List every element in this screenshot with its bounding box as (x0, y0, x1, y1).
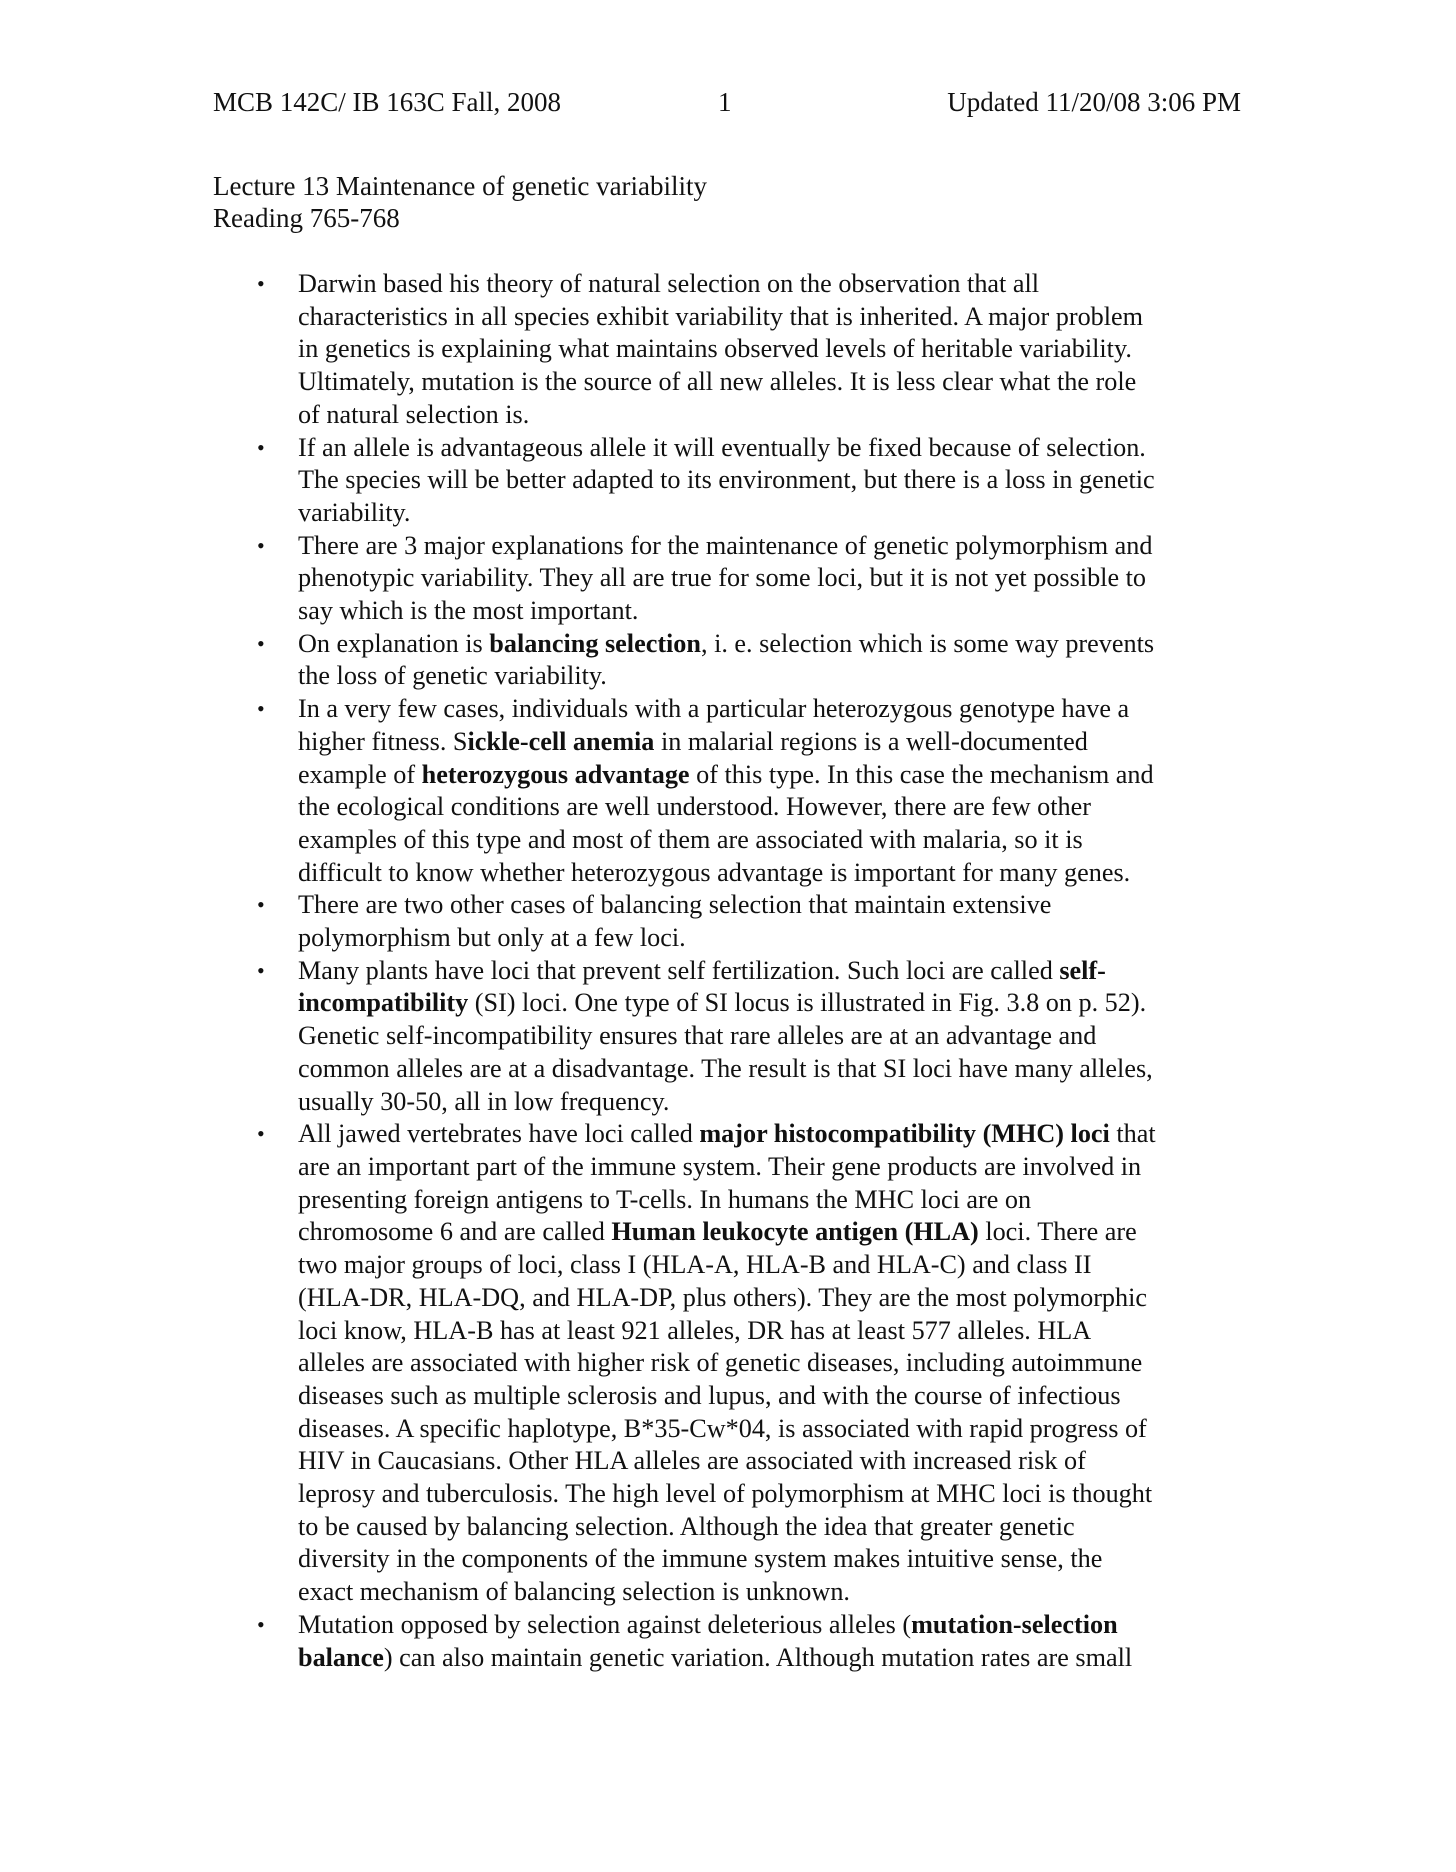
bold-term: ickle-cell anemia (467, 726, 655, 756)
bullet-line (298, 366, 1243, 399)
bullet-line (298, 1609, 1243, 1642)
text-run: chromosome 6 and are called (298, 1217, 612, 1247)
bullet-line (298, 1249, 1243, 1282)
bullet-dot-icon: • (257, 630, 265, 656)
bullet-line (298, 1576, 1243, 1609)
bullet-line (298, 955, 1243, 988)
bold-term: self- (1059, 955, 1106, 985)
text-run: leprosy and tuberculosis. The high level of polymorphism at MHC loci is thought (298, 1479, 1153, 1509)
text-run: usually 30-50, all in low frequency. (298, 1086, 670, 1116)
bullet-line (298, 333, 1243, 366)
bullet-item (253, 1609, 1243, 1674)
text-run: The species will be better adapted to its environment, but there is a loss in genetic (298, 465, 1155, 495)
bullet-line (298, 889, 1243, 922)
bullet-line (298, 1151, 1243, 1184)
text-run: Genetic self-incompatibility ensures that rare alleles are at an advantage and (298, 1021, 1097, 1051)
bullet-list (253, 268, 1243, 1674)
bullet-line (298, 987, 1243, 1020)
bullet-line (298, 824, 1243, 857)
text-run: the ecological conditions are well understood. However, there are few other (298, 792, 1091, 822)
text-run: of this type. In this case the mechanism and (689, 759, 1154, 789)
bullet-line (298, 1118, 1243, 1151)
bullet-item (253, 889, 1243, 954)
text-run: example of (298, 759, 422, 789)
text-run: the loss of genetic variability. (298, 661, 607, 691)
bullet-line (298, 530, 1243, 563)
bullet-line (298, 562, 1243, 595)
lecture-title: Lecture 13 Maintenance of genetic variability (213, 171, 708, 201)
text-run: diversity in the components of the immune system makes intuitive sense, the (298, 1544, 1103, 1574)
bullet-dot-icon: • (257, 892, 265, 918)
bullet-item (253, 628, 1243, 693)
bold-term: balancing selection (489, 628, 701, 658)
bullet-dot-icon: • (257, 271, 265, 296)
bullet-line (298, 1642, 1243, 1675)
text-run: All jawed vertebrates have loci called (298, 1119, 700, 1149)
text-run: In a very few cases, individuals with a particular heterozygous genotype have a (298, 694, 1130, 724)
text-run: On explanation is (298, 628, 490, 658)
text-run: polymorphism but only at a few loci. (298, 923, 686, 953)
bullet-item (253, 432, 1243, 530)
bullet-item (253, 693, 1243, 889)
text-run: If an allele is advantageous allele it will eventually be fixed because of selection. (298, 432, 1146, 462)
text-run: common alleles are at a disadvantage. The result is that SI loci have many alleles, (298, 1053, 1153, 1083)
bullet-line (298, 1511, 1243, 1544)
reading-reference: Reading 765-768 (213, 203, 400, 233)
bullet-line (298, 1282, 1243, 1315)
text-run: Mutation opposed by selection against deleterious alleles ( (298, 1609, 912, 1639)
bullet-dot-icon: • (257, 957, 265, 983)
bold-term: balance (298, 1642, 384, 1672)
bullet-dot-icon: • (257, 532, 265, 558)
text-run: diseases. A specific haplotype, B*35-Cw*04, is associated with rapid progress of (298, 1413, 1147, 1443)
page-number: 1 (718, 87, 732, 117)
bullet-line (298, 1315, 1243, 1348)
bullet-line (298, 660, 1243, 693)
bullet-line (298, 432, 1243, 465)
text-run: (HLA-DR, HLA-DQ, and HLA-DP, plus others). They are the most polymorphic (298, 1282, 1148, 1312)
text-run: There are 3 major explanations for the maintenance of genetic polymorphism and (298, 530, 1153, 560)
bullet-line (298, 1543, 1243, 1576)
bullet-line (298, 1020, 1243, 1053)
bullet-line (298, 726, 1243, 759)
bullet-dot-icon: • (257, 434, 265, 460)
text-run: say which is the most important. (298, 596, 639, 626)
text-run: that (1109, 1119, 1156, 1149)
text-run: (SI) loci. One type of SI locus is illustrated in Fig. 3.8 on p. 52). (468, 988, 1147, 1018)
text-run: diseases such as multiple sclerosis and lupus, and with the course of infectious (298, 1380, 1121, 1410)
text-run: variability. (298, 497, 411, 527)
text-run: in genetics is explaining what maintains observed levels of heritable variability. (298, 334, 1132, 364)
text-run: presenting foreign antigens to T-cells. In humans the MHC loci are on (298, 1184, 1032, 1214)
text-run: There are two other cases of balancing selection that maintain extensive (298, 890, 1052, 920)
text-run: in malarial regions is a well-documented (654, 726, 1088, 756)
bullet-line (298, 759, 1243, 792)
bullet-line (298, 1184, 1243, 1217)
lecture-title-block (213, 170, 707, 234)
bullet-line (298, 1347, 1243, 1380)
bullet-line (298, 595, 1243, 628)
text-run: Darwin based his theory of natural selection on the observation that all (298, 269, 1040, 298)
bullet-line (298, 301, 1243, 334)
text-run: HIV in Caucasians. Other HLA alleles are associated with increased risk of (298, 1446, 1086, 1476)
page-header (213, 84, 1241, 120)
bold-term: mutation-selection (911, 1609, 1118, 1639)
text-run: of natural selection is. (298, 399, 530, 429)
bold-term: major histocompatibility (MHC) loci (699, 1119, 1110, 1149)
text-run: , i. e. selection which is some way prevents (700, 628, 1155, 658)
bullet-dot-icon: • (257, 1121, 265, 1147)
bullet-item (253, 1118, 1243, 1609)
text-run: ) can also maintain genetic variation. Although mutation rates are small (383, 1642, 1133, 1672)
bullet-line (298, 399, 1243, 432)
bold-term: heterozygous advantage (421, 759, 690, 789)
bullet-line (298, 1216, 1243, 1249)
text-run: two major groups of loci, class I (HLA-A, HLA-B and HLA-C) and class II (298, 1250, 1092, 1280)
text-run: examples of this type and most of them are associated with malaria, so it is (298, 824, 1083, 854)
bold-term: incompatibility (298, 988, 469, 1018)
bullet-line (298, 922, 1243, 955)
bullet-line (298, 693, 1243, 726)
text-run: Ultimately, mutation is the source of all new alleles. It is less clear what the role (298, 367, 1137, 397)
bullet-line (298, 628, 1243, 661)
text-run: Many plants have loci that prevent self fertilization. Such loci are called (298, 955, 1060, 985)
bullet-dot-icon: • (257, 1611, 265, 1637)
text-run: exact mechanism of balancing selection is unknown. (298, 1577, 850, 1607)
bullet-item (253, 268, 1243, 432)
bullet-line (298, 791, 1243, 824)
bullet-item (253, 955, 1243, 1119)
text-run: are an important part of the immune system. Their gene products are involved in (298, 1151, 1142, 1181)
bullet-line (298, 1413, 1243, 1446)
text-run: loci know, HLA-B has at least 921 alleles, DR has at least 577 alleles. HLA (298, 1315, 1092, 1345)
bullet-line (298, 497, 1243, 530)
bullet-line (298, 1478, 1243, 1511)
bullet-line (298, 268, 1243, 301)
bullet-line (298, 1053, 1243, 1086)
updated-timestamp: Updated 11/20/08 3:06 PM (947, 87, 1241, 117)
bullet-line (298, 464, 1243, 497)
text-run: to be caused by balancing selection. Although the idea that greater genetic (298, 1511, 1075, 1541)
bullet-line (298, 1086, 1243, 1119)
text-run: characteristics in all species exhibit variability that is inherited. A major problem (298, 301, 1144, 331)
text-run: higher fitness. S (298, 726, 468, 756)
text-run: loci. There are (978, 1217, 1137, 1247)
bold-term: Human leukocyte antigen (HLA) (611, 1217, 979, 1247)
text-run: alleles are associated with higher risk of genetic diseases, including autoimmune (298, 1348, 1143, 1378)
bullet-line (298, 1380, 1243, 1413)
bullet-line (298, 1445, 1243, 1478)
text-run: difficult to know whether heterozygous advantage is important for many genes. (298, 857, 1131, 887)
bullet-line (298, 857, 1243, 890)
text-run: phenotypic variability. They all are true for some loci, but it is not yet possible to (298, 563, 1146, 593)
bullet-item (253, 530, 1243, 628)
bullet-dot-icon: • (257, 696, 265, 722)
course-header: MCB 142C/ IB 163C Fall, 2008 (213, 87, 562, 117)
